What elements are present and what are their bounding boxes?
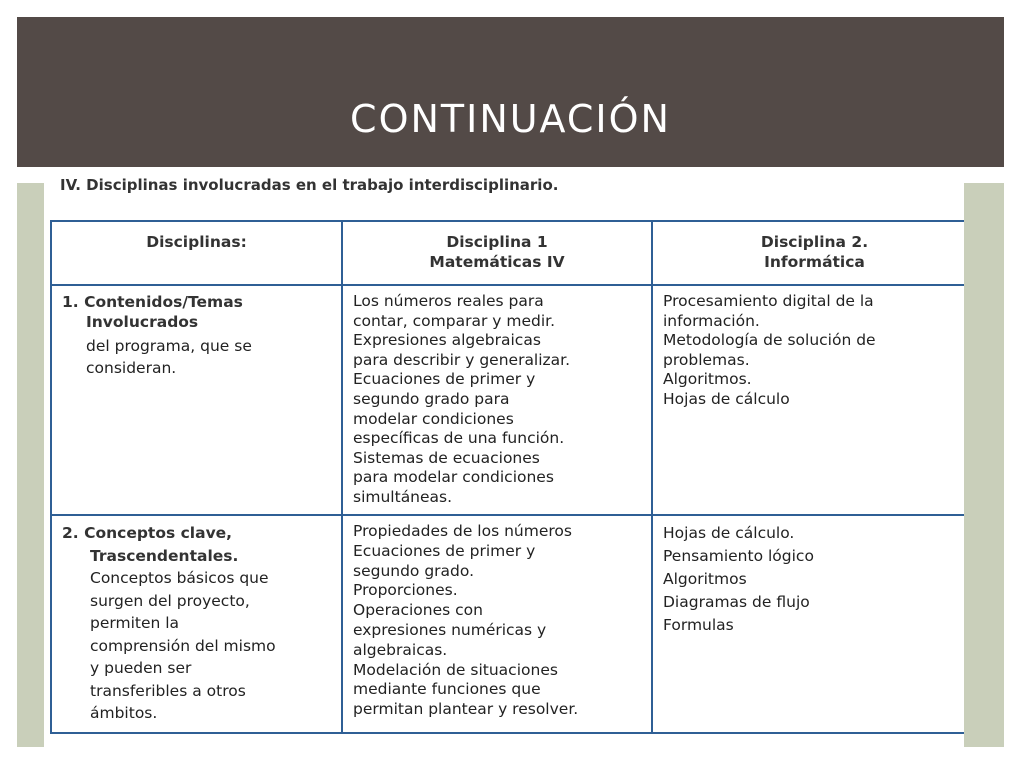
header-line: Disciplinas: (146, 233, 247, 251)
cell-line: simultáneas. (353, 487, 453, 506)
row-title-line: 2. Conceptos clave, (62, 524, 233, 542)
cell-line: segundo grado. (353, 561, 475, 580)
disciplines-table (50, 220, 964, 734)
row-desc-line: consideran. (86, 359, 177, 377)
cell-line: problemas. (663, 350, 750, 369)
table-row (51, 515, 964, 733)
cell-line: Operaciones con (353, 601, 483, 620)
cell-line: algebraicas. (353, 640, 448, 659)
informatica-cell (652, 515, 964, 733)
cell-line: Propiedades de los números (353, 522, 572, 540)
cell-line: contar, comparar y medir. (353, 311, 555, 330)
row-desc-line: permiten la (90, 614, 180, 632)
table-row (51, 285, 964, 515)
row-title-line: Involucrados (86, 313, 199, 331)
header-line: Disciplina 1 (446, 233, 548, 251)
document-image (44, 168, 964, 748)
header-line: Disciplina 2. (760, 233, 869, 251)
cell-line: Metodología de solución de (663, 331, 876, 350)
header-line: Informática (764, 253, 865, 271)
cell-line: Algoritmos (663, 570, 747, 588)
table-header-row (51, 221, 964, 285)
row-desc-line: Conceptos básicos que (90, 569, 269, 587)
cell-line: Ecuaciones de primer y (353, 541, 536, 560)
row-desc-line: surgen del proyecto, (90, 591, 250, 610)
header-cell-disciplina-2 (652, 221, 964, 285)
cell-line: Proporciones. (353, 581, 458, 600)
slide-title: CONTINUACIÓN (350, 97, 671, 141)
header-cell-disciplinas (51, 221, 342, 285)
cell-line: Expresiones algebraicas (353, 331, 541, 350)
cell-line: específicas de una función. (353, 429, 565, 448)
slide-header (17, 17, 1004, 167)
informatica-cell (652, 285, 964, 515)
matematicas-cell (342, 285, 652, 515)
cell-line: Los números reales para (353, 292, 544, 310)
row-desc-line: del programa, que se (86, 337, 252, 355)
cell-line: para describir y generalizar. (353, 350, 571, 369)
row-desc-line: comprensión del mismo (90, 636, 276, 655)
cell-line: modelar condiciones (353, 409, 514, 428)
row-label-cell (51, 515, 342, 733)
cell-line: mediante funciones que (353, 680, 541, 699)
cell-line: para modelar condiciones (353, 468, 554, 487)
cell-line: Algoritmos. (663, 370, 752, 389)
cell-line: Hojas de cálculo (663, 389, 790, 408)
cell-line: Sistemas de ecuaciones (353, 448, 540, 467)
cell-line: información. (663, 311, 760, 330)
cell-line: Modelación de situaciones (353, 660, 558, 679)
cell-line: expresiones numéricas y (353, 620, 547, 639)
row-title-line: Trascendentales. (90, 546, 239, 565)
document-heading: IV. Disciplinas involucradas en el trabajo interdisciplinario. (60, 176, 559, 194)
cell-line: permitan plantear y resolver. (353, 700, 579, 719)
header-line: Matemáticas IV (429, 253, 565, 271)
cell-line: Ecuaciones de primer y (353, 370, 536, 389)
cell-line: Pensamiento lógico (663, 547, 814, 565)
cell-line: Diagramas de flujo (663, 593, 810, 611)
row-desc-line: transferibles a otros (90, 681, 246, 700)
row-desc-line: ámbitos. (90, 704, 158, 722)
row-label-cell (51, 285, 342, 515)
cell-line: Formulas (663, 616, 734, 634)
cell-line: segundo grado para (353, 389, 510, 408)
cell-line: Procesamiento digital de la (663, 292, 874, 310)
row-title-line: 1. Contenidos/Temas (62, 293, 243, 311)
cell-line: Hojas de cálculo. (663, 524, 795, 542)
matematicas-cell (342, 515, 652, 733)
row-desc-line: y pueden ser (90, 659, 192, 677)
header-cell-disciplina-1 (342, 221, 652, 285)
